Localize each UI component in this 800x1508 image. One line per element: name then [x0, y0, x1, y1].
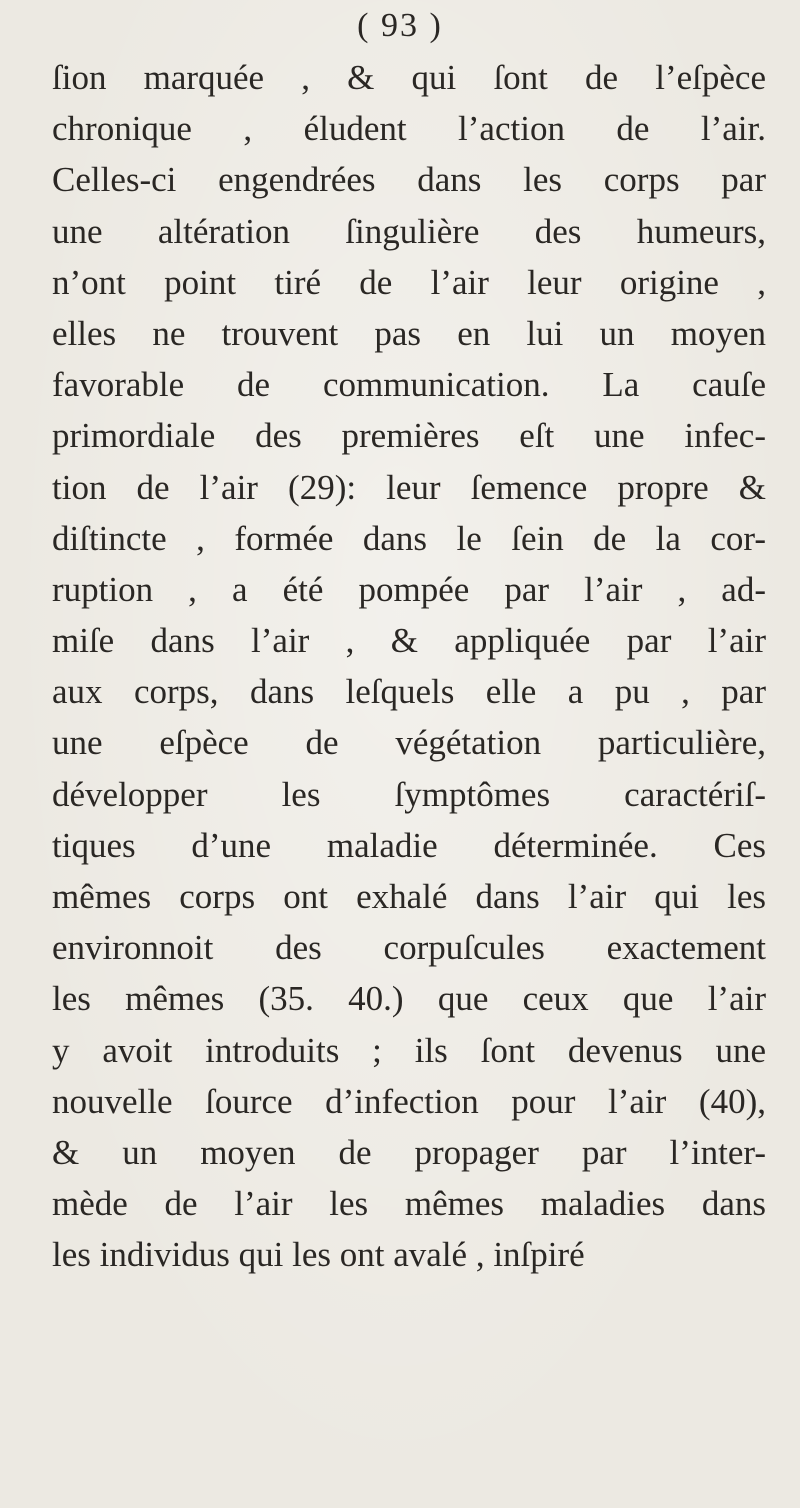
text-line: n’ont point tiré de l’air leur origine ,	[52, 262, 766, 302]
text-line: nouvelle ſource d’infection pour l’air (40),	[52, 1081, 766, 1121]
text-line: une eſpèce de végétation particulière,	[52, 723, 766, 763]
text-line: tiques d’une maladie déterminée. Ces	[52, 825, 766, 865]
text-line: environnoit des corpuſcules exactement	[52, 928, 766, 968]
body-text	[52, 52, 766, 1281]
text-line: mède de l’air les mêmes maladies dans	[52, 1184, 766, 1224]
text-line: tion de l’air (29): leur ſemence propre &	[52, 467, 766, 507]
text-line: elles ne trouvent pas en lui un moyen	[52, 313, 766, 353]
text-line: Celles-ci engendrées dans les corps par	[52, 160, 766, 200]
text-line: aux corps, dans leſquels elle a pu , par	[52, 672, 766, 712]
text-line: y avoit introduits ; ils ſont devenus une	[52, 1030, 766, 1070]
text-line: développer les ſymptômes caractériſ-	[52, 774, 766, 814]
text-line: ruption , a été pompée par l’air , ad-	[52, 569, 766, 609]
text-line: diſtincte , formée dans le ſein de la cor-	[52, 518, 766, 558]
text-line: miſe dans l’air , & appliquée par l’air	[52, 621, 766, 661]
text-line: mêmes corps ont exhalé dans l’air qui les	[52, 877, 766, 916]
text-line: ſion marquée , & qui ſont de l’eſpèce	[52, 58, 766, 97]
text-line: primordiale des premières eſt une infec-	[52, 416, 766, 456]
page-number: ( 93 )	[357, 7, 443, 44]
text-line: une altération ſingulière des humeurs,	[52, 211, 766, 251]
text-line: & un moyen de propager par l’inter-	[52, 1132, 766, 1172]
text-line: chronique , éludent l’action de l’air.	[52, 109, 766, 149]
text-line: les individus qui les ont avalé , inſpiré	[52, 1235, 585, 1275]
text-line: les mêmes (35. 40.) que ceux que l’air	[52, 979, 766, 1019]
text-line: favorable de communication. La cauſe	[52, 365, 766, 405]
